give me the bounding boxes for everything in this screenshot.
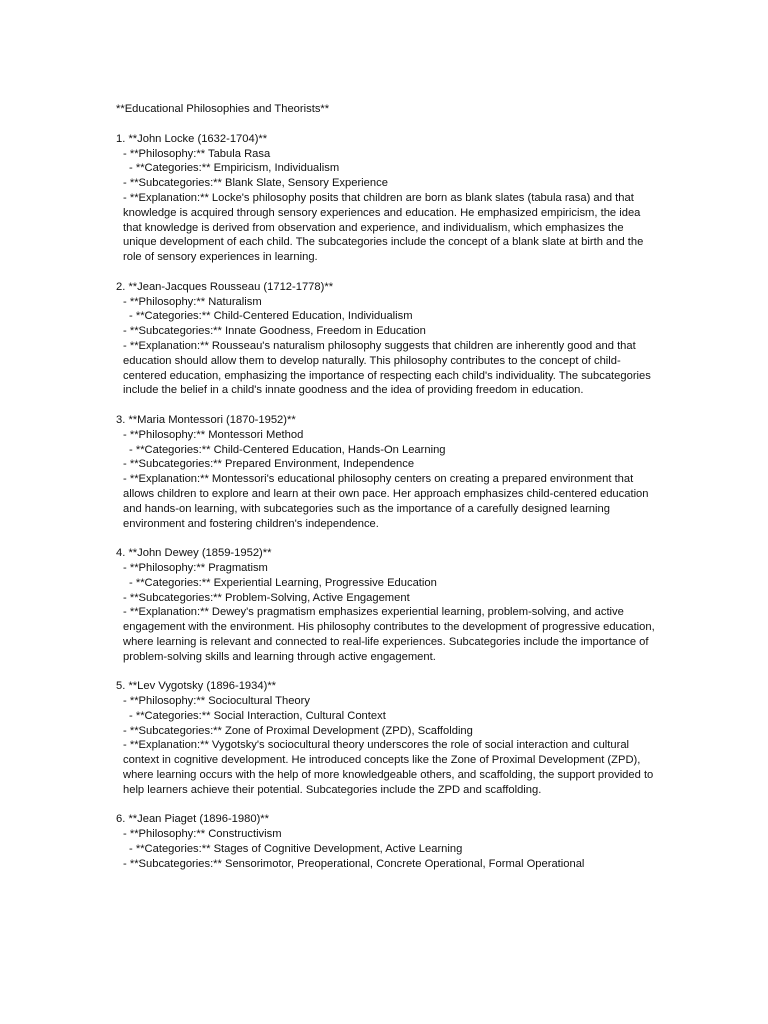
document-page [116,102,656,886]
section-heading: 1. **John Locke (1632-1704)** [116,132,268,145]
section-dewey [116,546,656,664]
philosophy-line: - **Philosophy:** Tabula Rasa [123,147,271,160]
categories-line: - **Categories:** Social Interaction, Cultural Context [129,709,386,722]
explanation-paragraph: - **Explanation:** Montessori's educational philosophy centers on creating a prepared environment that allows children to explore and learn at their own pace. Her approach emphasizes child-centered education and hands-on learning, with subcategories such as the importance of a carefully designed learning environment and fostering children's independence. [123,473,649,530]
section-montessori [116,413,656,531]
philosophy-line: - **Philosophy:** Sociocultural Theory [123,695,310,708]
section-heading: 5. **Lev Vygotsky (1896-1934)** [116,680,277,693]
categories-line: - **Categories:** Experiential Learning, Progressive Education [129,576,437,589]
section-heading: 4. **John Dewey (1859-1952)** [116,547,272,560]
philosophy-line: - **Philosophy:** Constructivism [123,828,282,841]
subcategories-line: - **Subcategories:** Prepared Environment, Independence [123,458,415,471]
subcategories-line: - **Subcategories:** Blank Slate, Sensory Experience [123,177,388,190]
explanation-paragraph: - **Explanation:** Locke's philosophy posits that children are born as blank slates (tabula rasa) and that knowledge is acquired through sensory experiences and education. He emphasized empiricism, the idea that knowledge is derived from observation and experience, and individualism, which emphasizes the unique development of each child. The subcategories include the concept of a blank slate at birth and the role of sensory experiences in learning. [123,191,644,264]
subcategories-line: - **Subcategories:** Sensorimotor, Preoperational, Concrete Operational, Formal Operational [123,857,585,870]
explanation-paragraph: - **Explanation:** Rousseau's naturalism philosophy suggests that children are inherently good and that education should allow them to develop naturally. This philosophy contributes to the concept of child-centered education, emphasizing the importance of respecting each child's individuality. The subcategories include the belief in a child's innate goodness and the idea of providing freedom in education. [123,339,651,397]
section-vygotsky [116,679,656,797]
categories-line: - **Categories:** Stages of Cognitive Development, Active Learning [129,843,463,856]
section-piaget [116,812,656,871]
section-locke [116,132,656,265]
philosophy-line: - **Philosophy:** Montessori Method [123,428,304,441]
subcategories-line: - **Subcategories:** Zone of Proximal Development (ZPD), Scaffolding [123,724,473,737]
section-heading: 3. **Maria Montessori (1870-1952)** [116,413,296,426]
section-heading: 2. **Jean-Jacques Rousseau (1712-1778)** [116,280,334,293]
subcategories-line: - **Subcategories:** Problem-Solving, Active Engagement [123,591,410,604]
categories-line: - **Categories:** Empiricism, Individualism [129,162,340,175]
document-title: **Educational Philosophies and Theorists** [116,103,330,115]
categories-line: - **Categories:** Child-Centered Education, Individualism [129,310,413,323]
philosophy-line: - **Philosophy:** Naturalism [123,295,262,308]
section-rousseau [116,280,656,398]
subcategories-line: - **Subcategories:** Innate Goodness, Freedom in Education [123,325,426,338]
categories-line: - **Categories:** Child-Centered Education, Hands-On Learning [129,443,446,456]
explanation-paragraph: - **Explanation:** Dewey's pragmatism emphasizes experiential learning, problem-solving, and active engagement with the environment. His philosophy contributes to the development of progressive education, where learning is relevant and connected to real-life experiences. Subcategories include the importance of problem-solving skills and learning through active engagement. [123,606,655,663]
explanation-paragraph: - **Explanation:** Vygotsky's sociocultural theory underscores the role of social interaction and cultural context in cognitive development. He introduced concepts like the Zone of Proximal Development (ZPD), where learning occurs with the help of more knowledgeable others, and scaffolding, the support provided to help learners achieve their potential. Subcategories include the ZPD and scaffolding. [123,739,654,796]
philosophy-line: - **Philosophy:** Pragmatism [123,561,268,574]
section-heading: 6. **Jean Piaget (1896-1980)** [116,813,270,826]
